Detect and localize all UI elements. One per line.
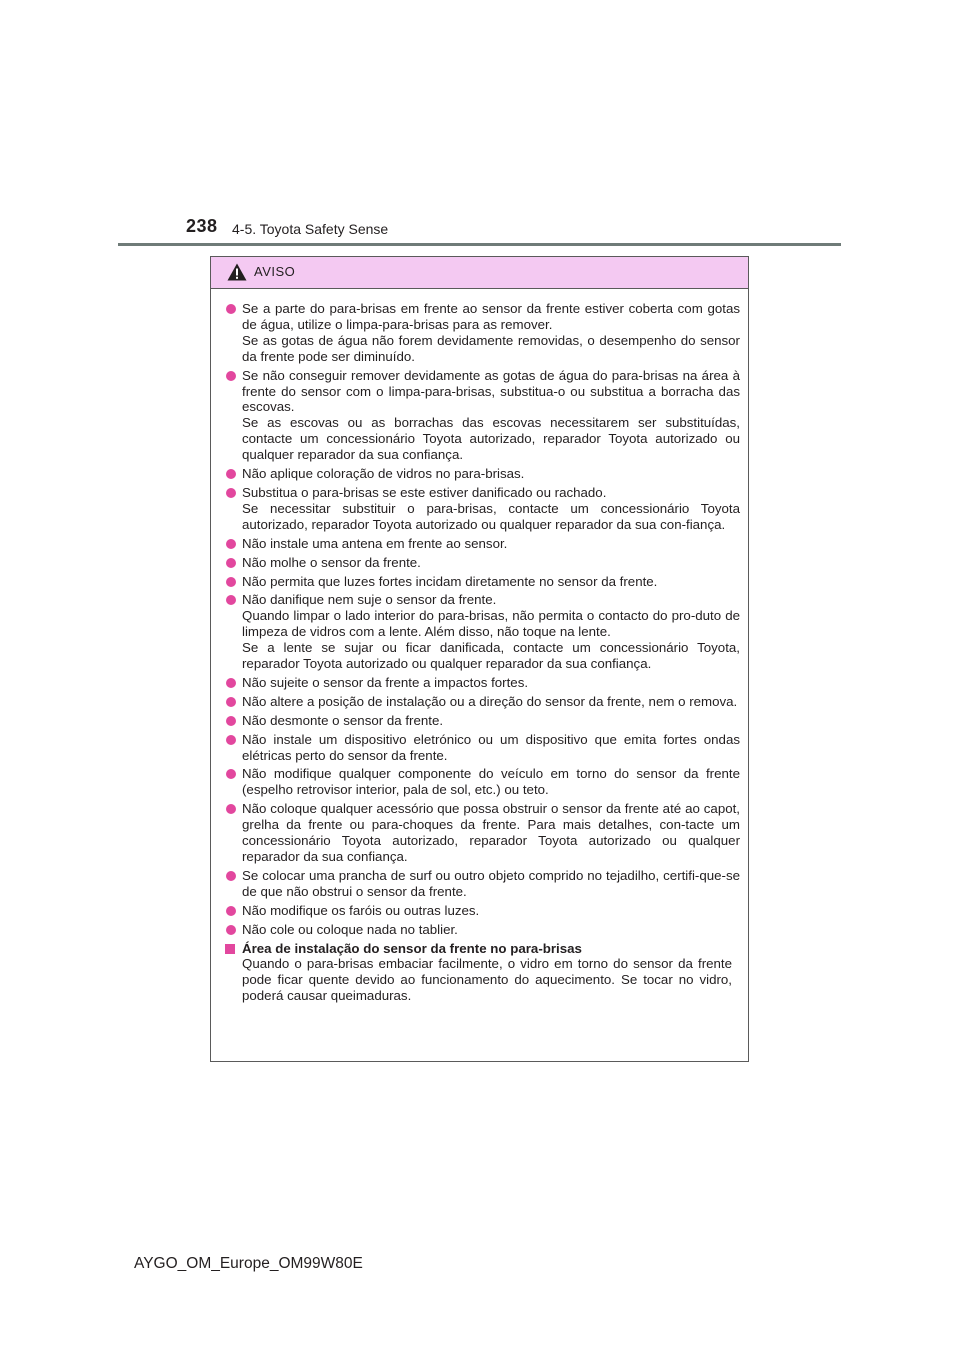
bullet-item	[225, 536, 740, 552]
bullet-paragraph: Não permita que luzes fortes incidam diretamente no sensor da frente.	[242, 573, 658, 589]
bullet-item	[225, 574, 740, 590]
bullet-paragraph: Não cole ou coloque nada no tablier.	[242, 921, 458, 937]
header-divider	[118, 243, 841, 246]
bullet-paragraph: Se a parte do para-brisas em frente ao sensor da frente estiver coberta com gotas de água, utilize o limpa-para-brisas para as remover.	[242, 301, 740, 332]
warning-title: AVISO	[254, 264, 296, 279]
bullet-paragraph: Não instale um dispositivo eletrónico ou um dispositivo que emita fortes ondas elétricas perto do sensor da frente.	[242, 731, 740, 763]
bullet-paragraph: Não danifique nem suje o sensor da frente.	[242, 592, 497, 608]
bullet-paragraph: Não desmonte o sensor da frente.	[242, 712, 444, 728]
bullet-paragraph: Se necessitar substituir o para-brisas, contacte um concessionário Toyota autorizado, reparador Toyota autorizado ou qualquer reparador da sua con-fiança.	[242, 500, 740, 532]
bullet-item	[225, 868, 740, 900]
square-bullet-icon	[225, 944, 235, 954]
warning-header	[211, 257, 748, 289]
bullet-item	[225, 368, 740, 463]
warning-triangle-icon	[227, 263, 247, 281]
bullet-paragraph: Se colocar uma prancha de surf ou outro objeto comprido no tejadilho, certifi-que-se de que não obstrui o sensor da frente.	[242, 867, 740, 899]
bullet-dot-icon	[226, 678, 236, 688]
bullet-dot-icon	[226, 577, 236, 587]
bullet-dot-icon	[226, 558, 236, 568]
bullet-item	[225, 732, 740, 764]
section-title: 4-5. Toyota Safety Sense	[232, 221, 389, 237]
bullet-item	[225, 675, 740, 691]
bullet-item	[225, 301, 740, 365]
bullet-dot-icon	[226, 735, 236, 745]
bullet-paragraph: Não aplique coloração de vidros no para-brisas.	[242, 466, 525, 482]
bullet-item	[225, 903, 740, 919]
bullet-item	[225, 466, 740, 482]
bullet-paragraph: Substitua o para-brisas se este estiver danificado ou rachado.	[242, 484, 607, 500]
bullet-dot-icon	[226, 697, 236, 707]
bullet-paragraph: Não coloque qualquer acessório que possa obstruir o sensor da frente até ao capot, grelha da frente ou para-choques da frente. Para mais detalhes, con-tacte um concessionário Toyota autorizado, reparador Toyota autorizado ou qualquer reparador da sua confiança.	[242, 801, 740, 864]
bullet-item	[225, 485, 740, 533]
bullet-dot-icon	[226, 925, 236, 935]
bullet-item	[225, 766, 740, 798]
bullet-dot-icon	[226, 488, 236, 498]
bullet-paragraph: Não modifique qualquer componente do veículo em torno do sensor da frente (espelho retrovisor interior, pala de sol, etc.) ou teto.	[242, 766, 740, 798]
bullet-paragraph: Não altere a posição de instalação ou a direção do sensor da frente, nem o remova.	[242, 693, 738, 709]
bullet-paragraph: Não sujeite o sensor da frente a impactos fortes.	[242, 674, 529, 690]
bullet-item	[225, 592, 740, 672]
bullet-dot-icon	[226, 716, 236, 726]
bullet-item	[225, 555, 740, 571]
bullet-item	[225, 713, 740, 729]
page-number: 238	[186, 216, 218, 236]
bullet-dot-icon	[226, 871, 236, 881]
bullet-dot-icon	[226, 906, 236, 916]
bullet-paragraph: Se a lente se sujar ou ficar danificada, contacte um concessionário Toyota, reparador Toyota autorizado ou qualquer reparador da sua confiança.	[242, 640, 740, 672]
document-code: AYGO_OM_Europe_OM99W80E	[134, 1255, 363, 1272]
bullet-dot-icon	[226, 804, 236, 814]
bullet-dot-icon	[226, 371, 236, 381]
bullet-paragraph: Não instale uma antena em frente ao sensor.	[242, 535, 508, 551]
note-text: Quando o para-brisas embaciar facilmente, o vidro em torno do sensor da frente pode ficar quente devido ao funcionamento do aquecimento. Se tocar no vidro, poderá causar queimaduras.	[242, 956, 732, 1004]
note-title: Área de instalação do sensor da frente no para-brisas	[242, 940, 582, 956]
bullet-dot-icon	[226, 304, 236, 314]
bullet-dot-icon	[226, 469, 236, 479]
bullet-dot-icon	[226, 595, 236, 605]
warning-body	[211, 289, 748, 1004]
warning-box	[210, 256, 749, 1062]
bullet-paragraph: Quando limpar o lado interior do para-brisas, não permita o contacto do pro-duto de limpeza de vidros com a lente. Além disso, não toque na lente.	[242, 608, 740, 640]
bullet-dot-icon	[226, 539, 236, 549]
bullet-paragraph: Não molhe o sensor da frente.	[242, 554, 421, 570]
bullet-item	[225, 801, 740, 865]
note-item	[225, 941, 740, 1005]
bullet-paragraph: Se não conseguir remover devidamente as gotas de água do para-brisas na área à frente do sensor com o limpa-para-brisas, substitua-o ou substitua a borracha das escovas.	[242, 367, 740, 415]
bullet-dot-icon	[226, 769, 236, 779]
bullet-paragraph: Não modifique os faróis ou outras luzes.	[242, 902, 480, 918]
bullet-paragraph: Se as gotas de água não forem devidamente removidas, o desempenho do sensor da frente pode ser diminuído.	[242, 332, 740, 364]
bullet-paragraph: Se as escovas ou as borrachas das escovas necessitarem ser substituídas, contacte um concessionário Toyota autorizado, reparador Toyota autorizado ou qualquer reparador da sua confiança.	[242, 415, 740, 463]
bullet-item	[225, 922, 740, 938]
bullet-item	[225, 694, 740, 710]
